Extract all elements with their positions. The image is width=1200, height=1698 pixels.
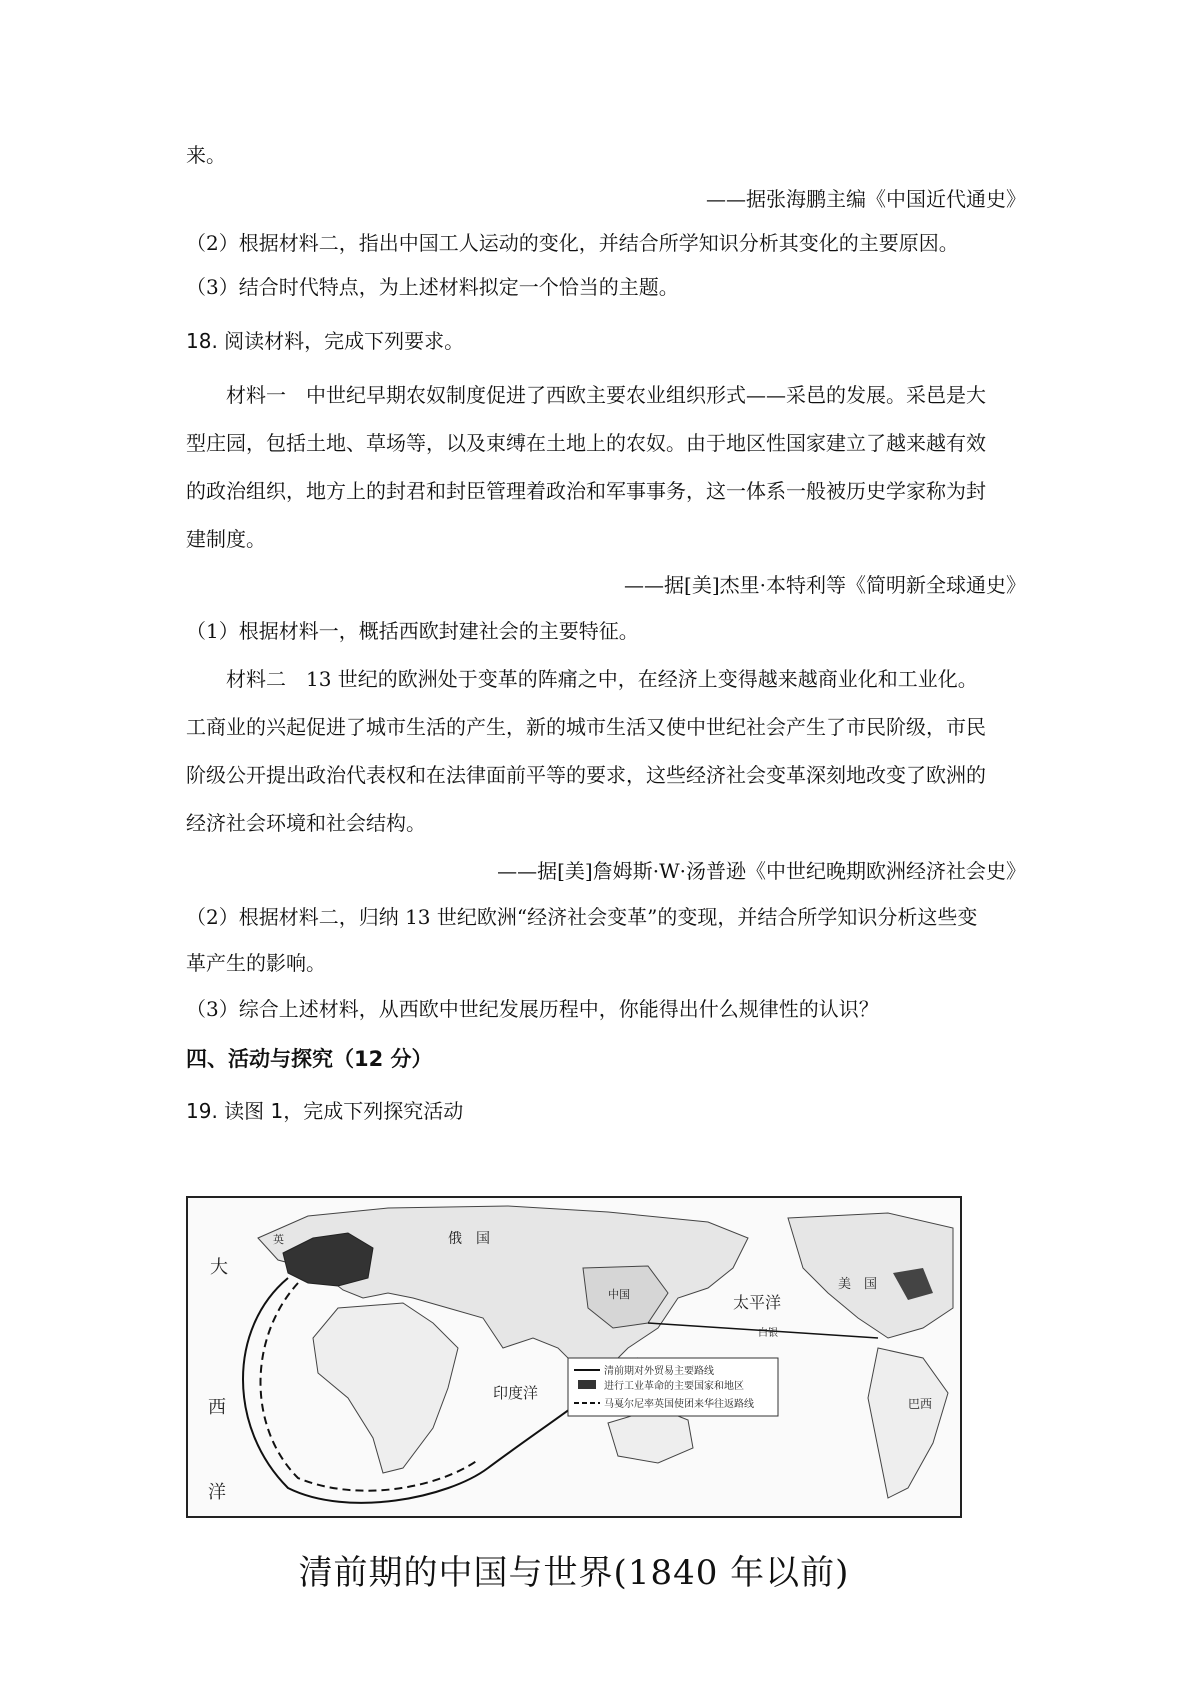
material-2-line: 阶级公开提出政治代表权和在法律面前平等的要求，这些经济社会变革深刻地改变了欧洲的: [186, 763, 986, 787]
map-label-pacific: 太平洋: [733, 1293, 782, 1312]
question-18-2: （2）根据材料二，归纳 13 世纪欧洲“经济社会变革”的变现，并结合所学知识分析这些变: [186, 905, 978, 929]
map-label-silver: 白银: [758, 1328, 778, 1339]
question-18-heading: 18. 阅读材料，完成下列要求。: [186, 329, 465, 353]
question-17-3: （3）结合时代特点，为上述材料拟定一个恰当的主题。: [186, 275, 679, 299]
map-drawing: [188, 1198, 960, 1516]
material-1-line: 的政治组织，地方上的封君和封臣管理着政治和军事事务，这一体系一般被历史学家称为封: [186, 479, 986, 503]
text-line: 来。: [186, 143, 226, 167]
map-label-brazil: 巴西: [908, 1397, 933, 1411]
source-citation: ——据张海鹏主编《中国近代通史》: [706, 187, 1026, 211]
map-label-britain: 英: [273, 1233, 284, 1246]
question-18-2-cont: 革产生的影响。: [186, 951, 326, 975]
world-trade-map: [186, 1196, 962, 1518]
map-label-russia: 俄 国: [448, 1231, 490, 1247]
material-2-line: 工商业的兴起促进了城市生活的产生，新的城市生活又使中世纪社会产生了市民阶级，市民: [186, 715, 986, 739]
source-citation: ——据[美]杰里·本特利等《简明新全球通史》: [624, 573, 1026, 597]
map-label-atlantic: 西: [208, 1397, 226, 1418]
legend-item: 进行工业革命的主要国家和地区: [604, 1381, 744, 1392]
legend-item: 清前期对外贸易主要路线: [604, 1366, 714, 1377]
africa-landmass: [313, 1303, 458, 1473]
material-1-line: 型庄园，包括土地、草场等，以及束缚在土地上的农奴。由于地区性国家建立了越来越有效: [186, 431, 986, 455]
question-17-2: （2）根据材料二，指出中国工人运动的变化，并结合所学知识分析其变化的主要原因。: [186, 231, 959, 255]
material-2-line: 经济社会环境和社会结构。: [186, 811, 426, 835]
source-citation: ——据[美]詹姆斯·W·汤普逊《中世纪晚期欧洲经济社会史》: [497, 859, 1026, 883]
map-label-china: 中国: [608, 1288, 630, 1301]
south-america-landmass: [868, 1348, 948, 1498]
section-heading: 四、活动与探究（12 分）: [186, 1047, 433, 1071]
map-label-atlantic: 大: [210, 1257, 228, 1278]
map-label-atlantic: 洋: [208, 1482, 226, 1503]
question-19-heading: 19. 读图 1，完成下列探究活动: [186, 1099, 464, 1123]
question-18-1: （1）根据材料一，概括西欧封建社会的主要特征。: [186, 619, 639, 643]
material-1-line: 材料一 中世纪早期农奴制度促进了西欧主要农业组织形式——采邑的发展。采邑是大: [226, 383, 986, 407]
figure-caption: 清前期的中国与世界(1840 年以前): [298, 1553, 850, 1593]
material-2-line: 材料二 13 世纪的欧洲处于变革的阵痛之中，在经济上变得越来越商业化和工业化。: [226, 667, 978, 691]
north-america-landmass: [788, 1213, 953, 1338]
map-label-usa: 美 国: [838, 1277, 878, 1292]
legend-item: 马戛尔尼率英国使团来华往返路线: [604, 1399, 754, 1410]
material-1-line: 建制度。: [186, 527, 266, 551]
map-label-indian-ocean: 印度洋: [493, 1384, 539, 1402]
question-18-3: （3）综合上述材料，从西欧中世纪发展历程中，你能得出什么规律性的认识？: [186, 997, 879, 1021]
